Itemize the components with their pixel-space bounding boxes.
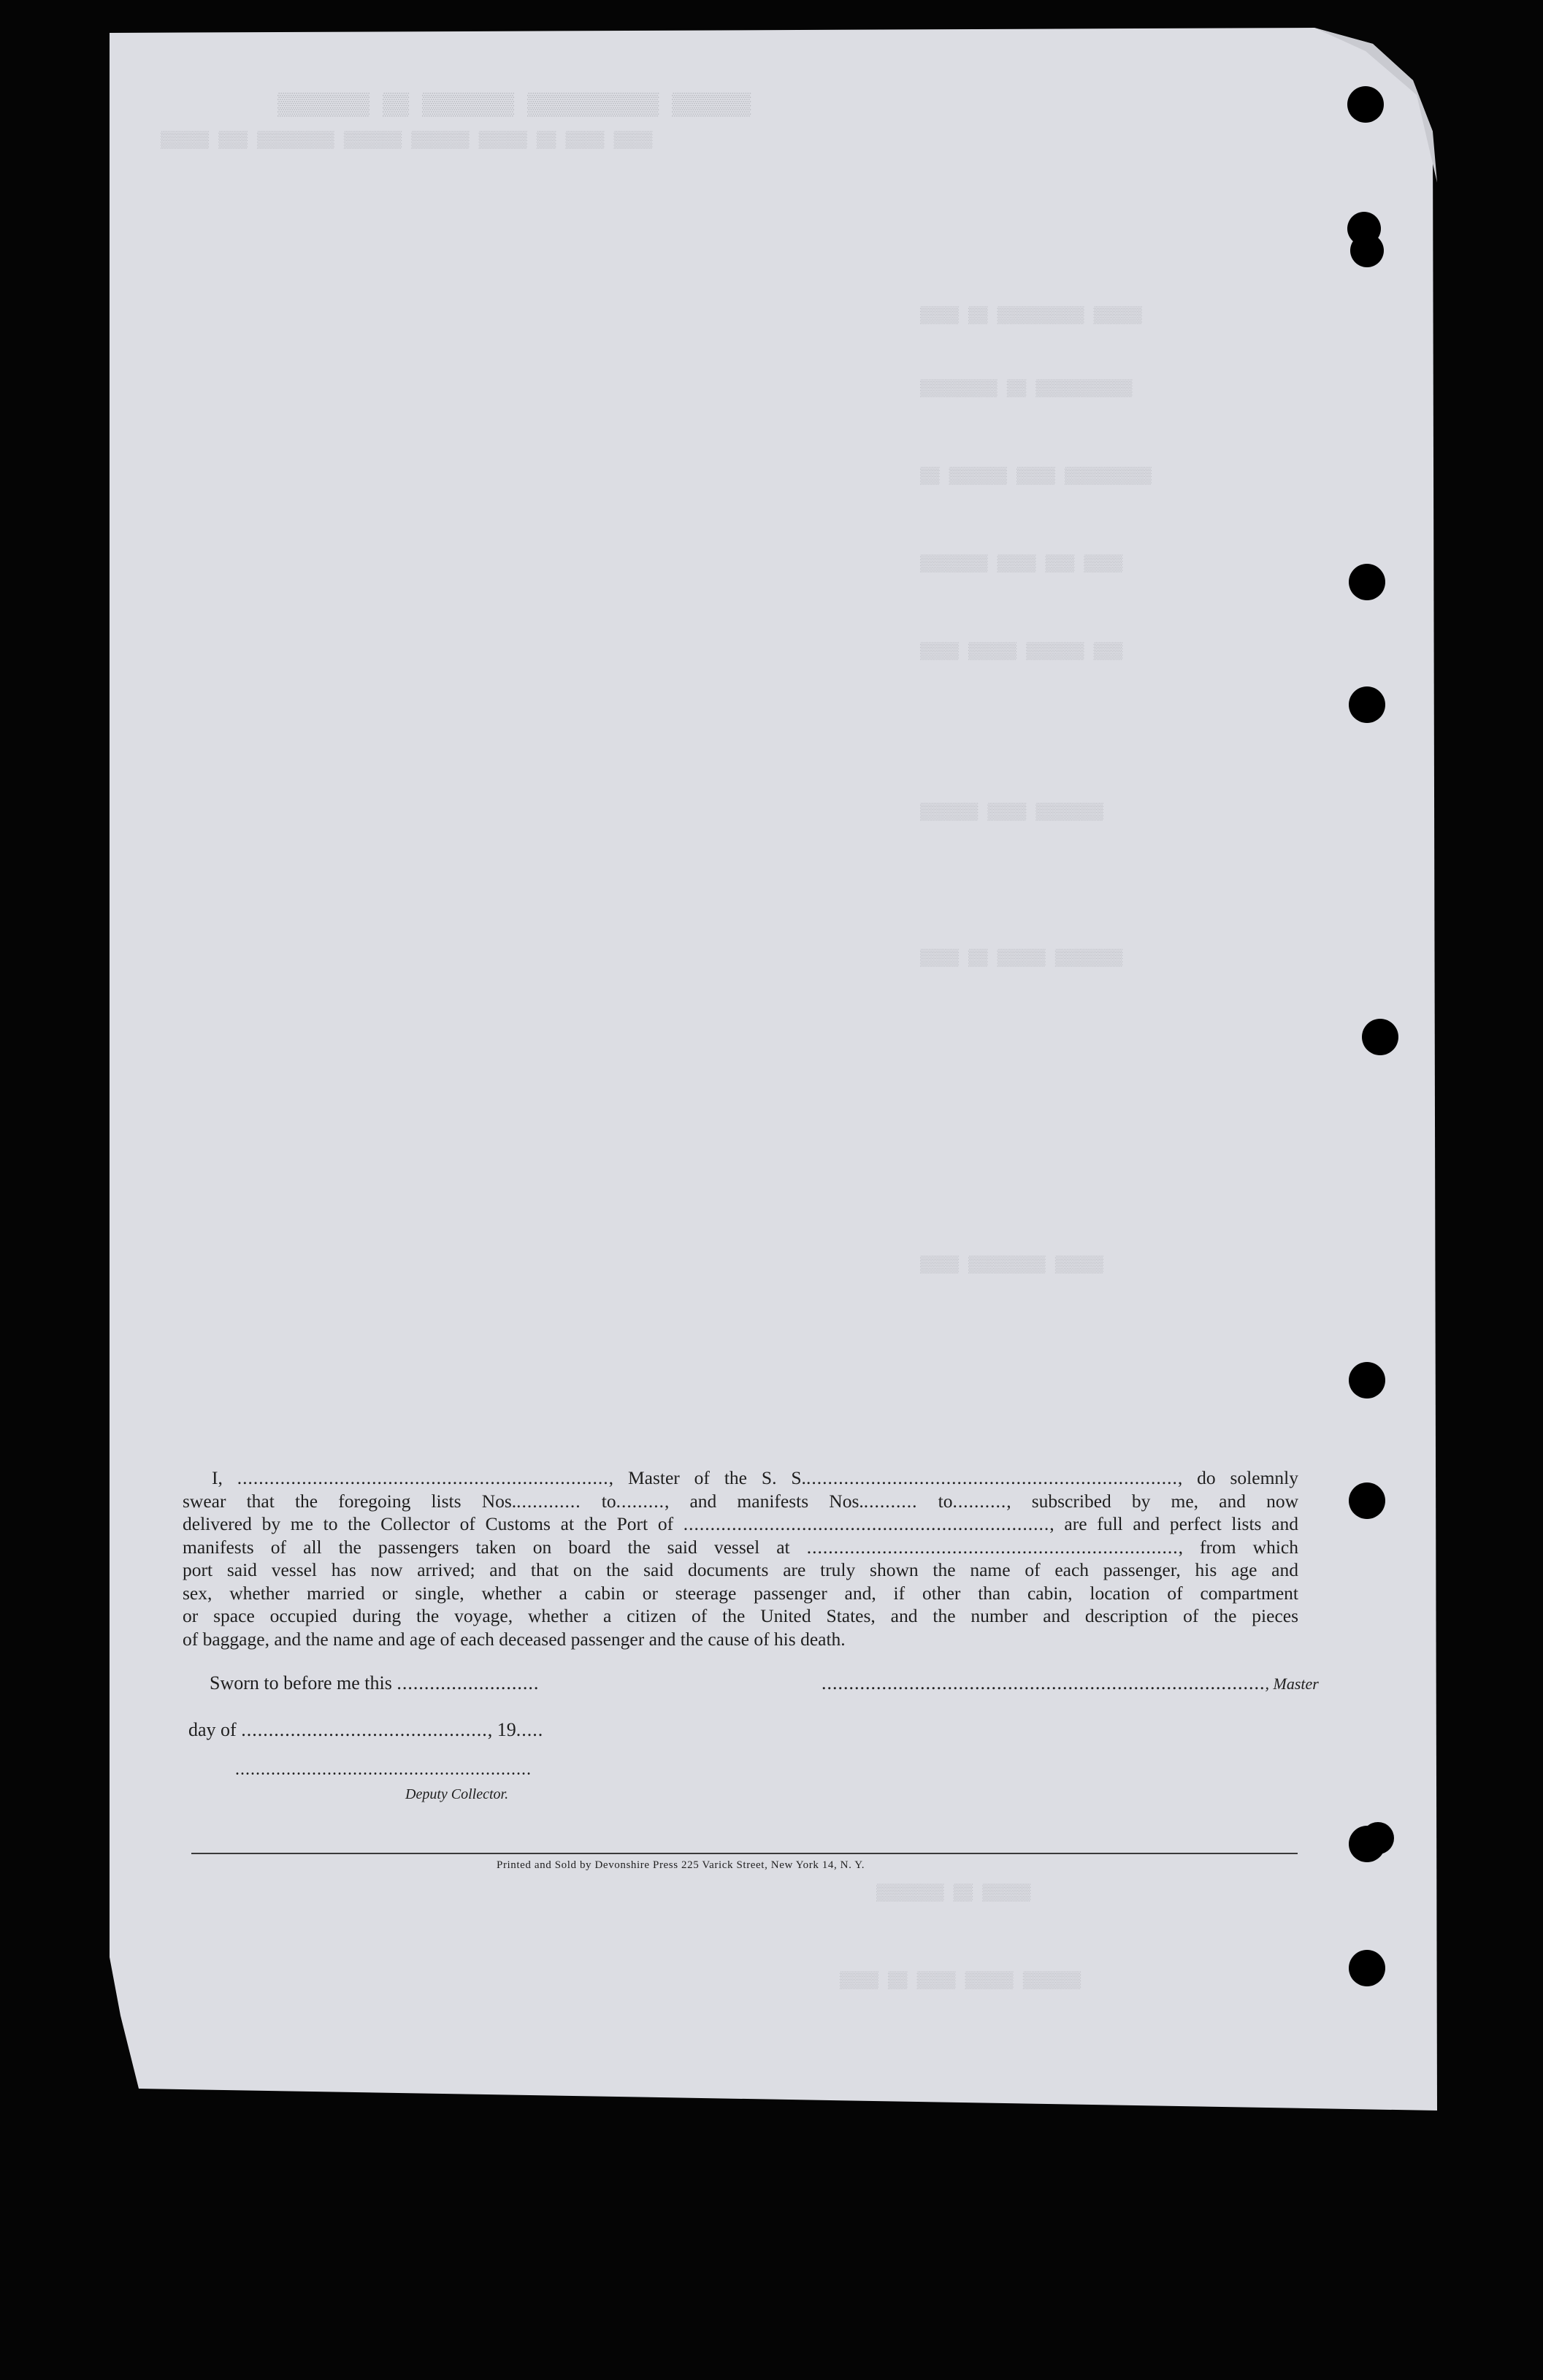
oath-text: I, xyxy=(212,1467,223,1488)
deputy-collector-label: Deputy Collector. xyxy=(405,1786,509,1802)
blank-field: ............ xyxy=(516,1490,581,1512)
oath-text: , are full and perfect lists and xyxy=(1049,1513,1299,1534)
punch-hole xyxy=(1349,686,1385,723)
oath-line-3 xyxy=(183,1512,1298,1536)
oath-text: , subscribed by me, and now xyxy=(1006,1490,1299,1512)
blank-field: ..................................................................... xyxy=(237,1467,609,1488)
blank-field: ................................................................................. xyxy=(822,1672,1266,1694)
punch-hole xyxy=(1349,564,1385,600)
oath-line-1 xyxy=(183,1466,1298,1490)
punch-hole xyxy=(1349,1362,1385,1398)
blank-field: .......... xyxy=(952,1490,1007,1512)
master-label: , Master xyxy=(1265,1675,1319,1693)
blank-field: ......... xyxy=(616,1490,665,1512)
sworn-text: Sworn to before me this xyxy=(210,1672,392,1694)
year-text: , 19 xyxy=(487,1719,516,1740)
punch-hole xyxy=(1362,1019,1398,1055)
bleed-through-text: ▒▒▒▒ ▒▒ ▒▒▒▒▒▒▒▒▒ ▒▒▒▒▒ xyxy=(920,307,1142,325)
oath-text: , do solemnly xyxy=(1177,1467,1299,1488)
deputy-signature-line: .......................................................... xyxy=(235,1760,532,1779)
bleed-through-text: ▒▒▒▒▒▒▒▒ ▒▒ ▒▒▒▒▒▒▒▒▒▒ xyxy=(920,380,1133,398)
bleed-through-text: ▒▒ ▒▒▒▒▒▒ ▒▒▒▒ ▒▒▒▒▒▒▒▒▒ xyxy=(920,467,1152,486)
oath-text: to xyxy=(938,1490,953,1512)
oath-text: manifests of all the passengers taken on board the said vessel at xyxy=(183,1536,790,1558)
bleed-through-text: ▒▒▒▒▒▒▒ ▒▒ ▒▒▒▒▒▒▒ ▒▒▒▒▒▒▒▒▒▒ ▒▒▒▒▒▒ xyxy=(277,93,751,118)
punch-hole xyxy=(1349,1950,1385,1986)
blank-field: .......... xyxy=(863,1490,918,1512)
punch-hole xyxy=(1362,1822,1394,1854)
blank-field: .................................................................... xyxy=(683,1513,1050,1534)
bleed-through-text: ▒▒▒▒ ▒▒▒▒▒▒▒▒ ▒▒▒▒▒ xyxy=(920,1256,1103,1274)
blank-field: ..................................................................... xyxy=(806,1536,1179,1558)
oath-line-4 xyxy=(183,1536,1298,1559)
bleed-through-text: ▒▒▒▒▒▒▒ ▒▒▒▒ ▒▒▒ ▒▒▒▒ xyxy=(920,555,1123,573)
oath-line-6: sex, whether married or single, whether a cabin or steerage passenger and, if other than cabin, location of compartment xyxy=(183,1582,1298,1604)
sworn-statement xyxy=(210,1672,539,1694)
oath-text: swear that the foregoing lists Nos. xyxy=(183,1490,517,1512)
oath-text: , and manifests Nos. xyxy=(665,1490,864,1512)
oath-text: to xyxy=(601,1490,616,1512)
day-of-line xyxy=(188,1719,543,1741)
divider-rule xyxy=(191,1853,1298,1854)
bleed-through-text: ▒▒▒▒▒▒ ▒▒▒▒ ▒▒▒▒▒▒▒ xyxy=(920,803,1103,822)
blank-field: ..... xyxy=(516,1719,544,1740)
bleed-through-text: ▒▒▒▒▒▒▒ ▒▒ ▒▒▒▒▒ xyxy=(876,1884,1031,1902)
oath-line-8: of baggage, and the name and age of each deceased passenger and the cause of his death. xyxy=(183,1628,846,1650)
printer-imprint: Printed and Sold by Devonshire Press 225 Varick Street, New York 14, N. Y. xyxy=(497,1859,865,1871)
blank-field: ..................................................................... xyxy=(805,1467,1178,1488)
oath-line-5: port said vessel has now arrived; and that on the said documents are truly shown the name of each passenger, his age and xyxy=(183,1559,1298,1580)
bleed-through-text: ▒▒▒▒▒ ▒▒▒ ▒▒▒▒▒▒▒▒ ▒▒▒▒▒▒ ▒▒▒▒▒▒ ▒▒▒▒▒ ▒▒ ▒▒▒▒ ▒▒▒▒ xyxy=(161,131,653,150)
bleed-through-text: ▒▒▒▒ ▒▒ ▒▒▒▒▒ ▒▒▒▒▒▒▒ xyxy=(920,949,1123,968)
blank-field: ............................................. xyxy=(241,1719,488,1740)
bleed-through-text: ▒▒▒▒ ▒▒▒▒▒ ▒▒▒▒▒▒ ▒▒▒ xyxy=(920,643,1123,661)
oath-text: , from which xyxy=(1178,1536,1299,1558)
oath-line-2 xyxy=(183,1490,1298,1513)
oath-text: delivered by me to the Collector of Customs at the Port of xyxy=(183,1513,674,1534)
punch-hole xyxy=(1349,1482,1385,1519)
day-of-text: day of xyxy=(188,1719,237,1740)
oath-line-7: or space occupied during the voyage, whether a citizen of the United States, and the number and description of the pieces xyxy=(183,1605,1298,1626)
master-oath-paragraph xyxy=(183,1466,1298,1650)
oath-text: , Master of the S. S. xyxy=(608,1467,806,1488)
punch-hole xyxy=(1347,86,1384,123)
bleed-through-text: ▒▒▒▒ ▒▒ ▒▒▒▒ ▒▒▒▒▒ ▒▒▒▒▒▒ xyxy=(840,1972,1081,1990)
blank-field: .......................... xyxy=(397,1672,540,1694)
master-signature-line xyxy=(822,1672,1319,1694)
punch-hole xyxy=(1350,234,1384,267)
